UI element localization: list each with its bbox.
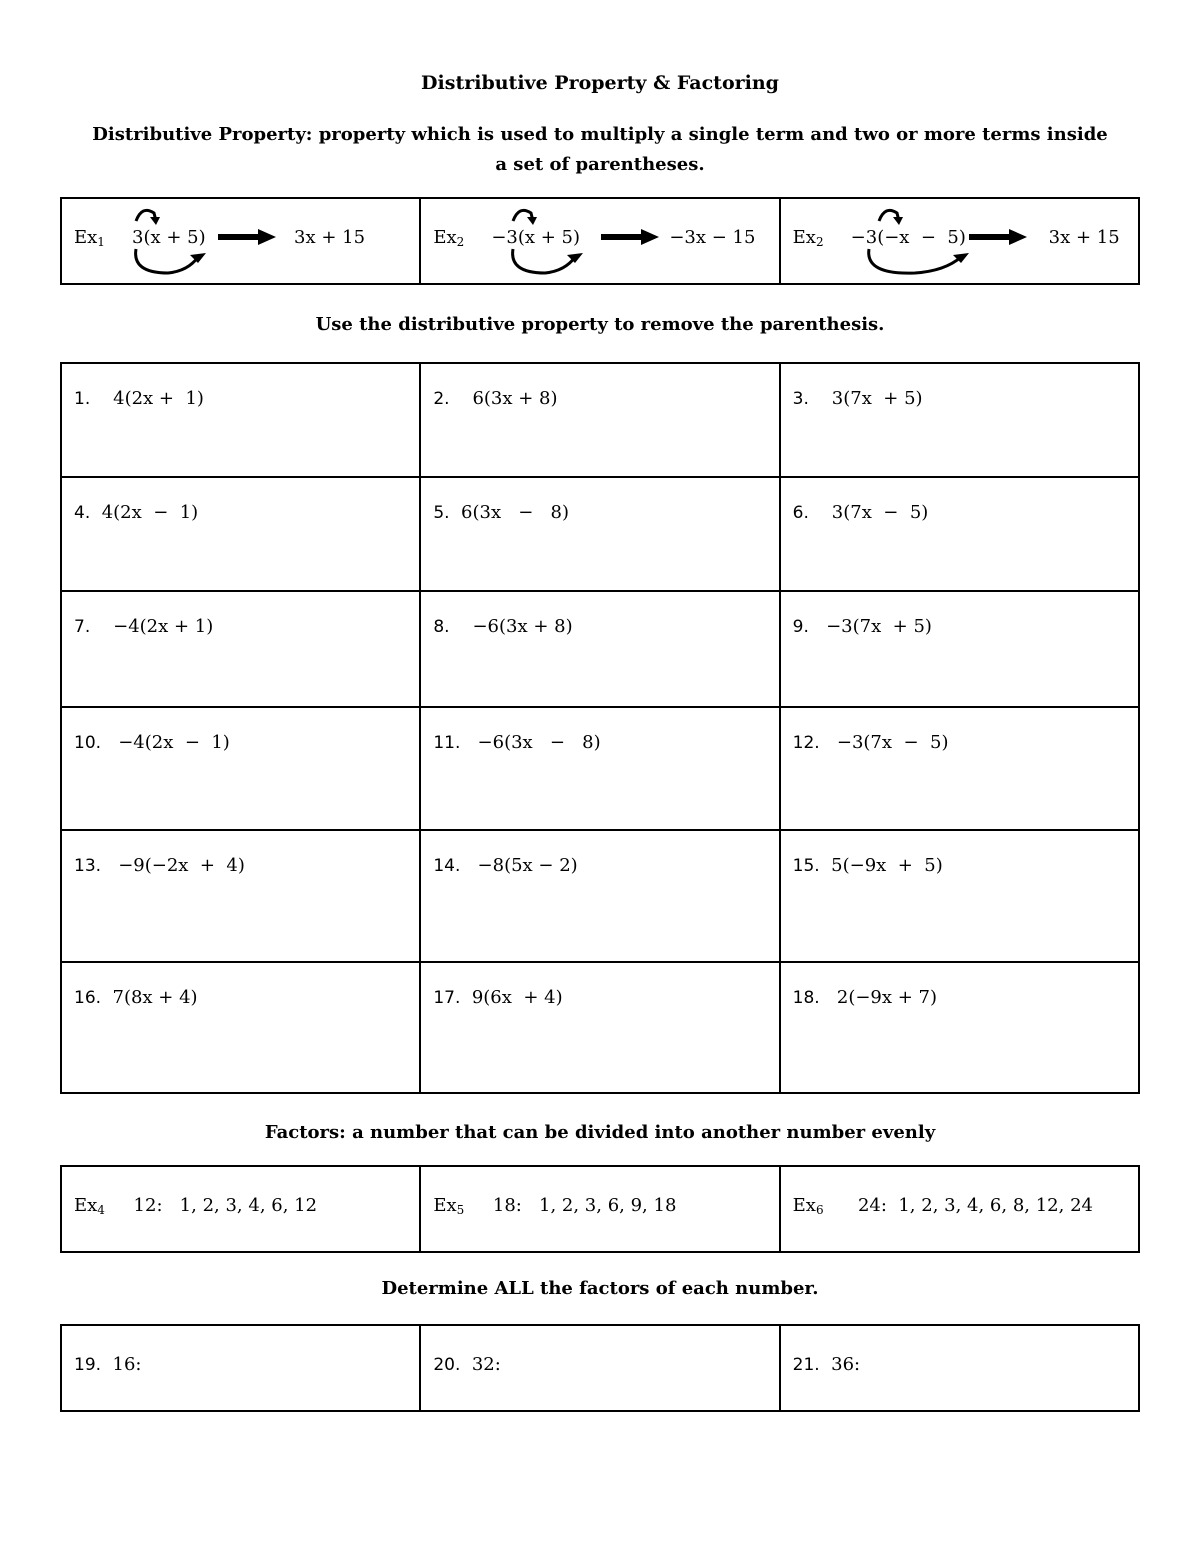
problem-cell (61, 830, 420, 962)
problem-cell (420, 830, 779, 962)
problem-cell (420, 591, 779, 707)
problem-number: 13. (74, 856, 102, 876)
problem-cell (61, 477, 420, 591)
example-label: $Ex_2$ (792, 227, 824, 249)
problem-cell (780, 707, 1139, 830)
example-cell-1 (61, 198, 420, 284)
problem-cell (780, 962, 1139, 1093)
problem-number: 8. (433, 617, 450, 637)
problem-expression: −8(5x − 2) (477, 855, 578, 876)
definition-term: Distributive Property: (92, 124, 313, 145)
problem-number: 3. (792, 389, 809, 409)
problem-expression: −6(3x + 8) (472, 616, 573, 637)
problem-expression: 3(7x − 5) (831, 502, 929, 523)
problem-number: 9. (792, 617, 809, 637)
factors-text: a number that can be divided into another number evenly (345, 1122, 936, 1143)
problem-cell (61, 962, 420, 1093)
problem-cell (780, 363, 1139, 477)
problem-cell (61, 591, 420, 707)
factor-examples-table (60, 1165, 1140, 1253)
problem-number: 12. (792, 733, 820, 753)
factor-problem-cell (61, 1325, 420, 1411)
factor-example-cell (61, 1166, 420, 1252)
factors-definition (90, 1118, 1110, 1148)
page-title: Distributive Property & Factoring (421, 72, 779, 94)
problem-expression: 5(−9x + 5) (831, 855, 943, 876)
problem-expression: −6(3x − 8) (477, 732, 601, 753)
problem-number: 11. (433, 733, 461, 753)
example-result: 3x + 15 (1048, 227, 1120, 248)
problem-expression: −3(7x − 5) (836, 732, 949, 753)
example-cell-3 (780, 198, 1139, 284)
example-expression: 3(x + 5) (132, 227, 206, 248)
example-label: $Ex_1$ (74, 227, 105, 249)
factor-example-label: $Ex_5$ (433, 1195, 465, 1217)
problem-number: 20. (433, 1355, 461, 1375)
factor-example-label: $Ex_6$ (792, 1195, 824, 1217)
problem-expression: −4(2x + 1) (113, 616, 214, 637)
result-arrow-icon (218, 229, 278, 245)
problem-cell (420, 477, 779, 591)
problem-expression: 4(2x − 1) (101, 502, 199, 523)
problem-number: 1. (74, 389, 91, 409)
problem-number: 18. (792, 988, 820, 1008)
example-label: $Ex_2$ (433, 227, 465, 249)
problem-cell (780, 830, 1139, 962)
problem-cell (420, 707, 779, 830)
result-arrow-icon (969, 229, 1029, 245)
factors-term: Factors: (264, 1122, 346, 1143)
factor-problems-table (60, 1324, 1140, 1412)
problems-table (60, 362, 1140, 1094)
factor-problem-cell (780, 1325, 1139, 1411)
problem-cell (780, 591, 1139, 707)
problem-expression: −9(−2x + 4) (118, 855, 245, 876)
definition-text: property which is used to multiply a single term and two or more terms inside a set of parentheses. (312, 124, 1108, 175)
problem-number: 5. (433, 503, 450, 523)
factors-heading: Determine ALL the factors of each number. (381, 1278, 819, 1299)
problem-cell (61, 707, 420, 830)
example-result: 3x + 15 (294, 227, 366, 248)
example-cell-2 (420, 198, 779, 284)
factor-problem-text: 32: (471, 1354, 501, 1375)
problem-cell (420, 363, 779, 477)
example-expression: −3(x + 5) (491, 227, 581, 248)
problem-number: 21. (792, 1355, 820, 1375)
problem-expression: −4(2x − 1) (118, 732, 230, 753)
problem-cell (61, 363, 420, 477)
problem-expression: 2(−9x + 7) (836, 987, 938, 1008)
factor-example-cell (780, 1166, 1139, 1252)
factor-example-label: $Ex_4$ (74, 1195, 105, 1217)
factor-problem-text: 16: (112, 1354, 142, 1375)
problem-expression: 4(2x + 1) (113, 388, 204, 409)
problem-number: 10. (74, 733, 102, 753)
problem-number: 14. (433, 856, 461, 876)
problem-number: 17. (433, 988, 461, 1008)
problem-number: 6. (792, 503, 809, 523)
problem-number: 19. (74, 1355, 102, 1375)
problem-cell (780, 477, 1139, 591)
result-arrow-icon (601, 229, 661, 245)
problem-number: 16. (74, 988, 102, 1008)
distributive-definition (90, 120, 1110, 180)
problem-number: 7. (74, 617, 91, 637)
problem-number: 4. (74, 503, 91, 523)
factor-example-text: 12: 1, 2, 3, 4, 6, 12 (133, 1195, 318, 1216)
problem-expression: 9(6x + 4) (471, 987, 563, 1008)
problem-expression: 6(3x + 8) (472, 388, 558, 409)
factor-problem-text: 36: (831, 1354, 861, 1375)
factor-example-text: 18: 1, 2, 3, 6, 9, 18 (492, 1195, 677, 1216)
problem-expression: 6(3x − 8) (461, 502, 569, 523)
problem-expression: 7(8x + 4) (112, 987, 198, 1008)
problem-number: 15. (792, 856, 820, 876)
examples-table (60, 197, 1140, 285)
factor-problem-cell (420, 1325, 779, 1411)
factor-example-cell (420, 1166, 779, 1252)
example-expression: −3(−x − 5) (850, 227, 966, 248)
problem-cell (420, 962, 779, 1093)
problem-expression: 3(7x + 5) (831, 388, 923, 409)
problem-expression: −3(7x + 5) (826, 616, 932, 637)
distributive-heading: Use the distributive property to remove the parenthesis. (315, 314, 885, 335)
factor-example-text: 24: 1, 2, 3, 4, 6, 8, 12, 24 (857, 1195, 1093, 1216)
example-result: −3x − 15 (669, 227, 756, 248)
problem-number: 2. (433, 389, 450, 409)
